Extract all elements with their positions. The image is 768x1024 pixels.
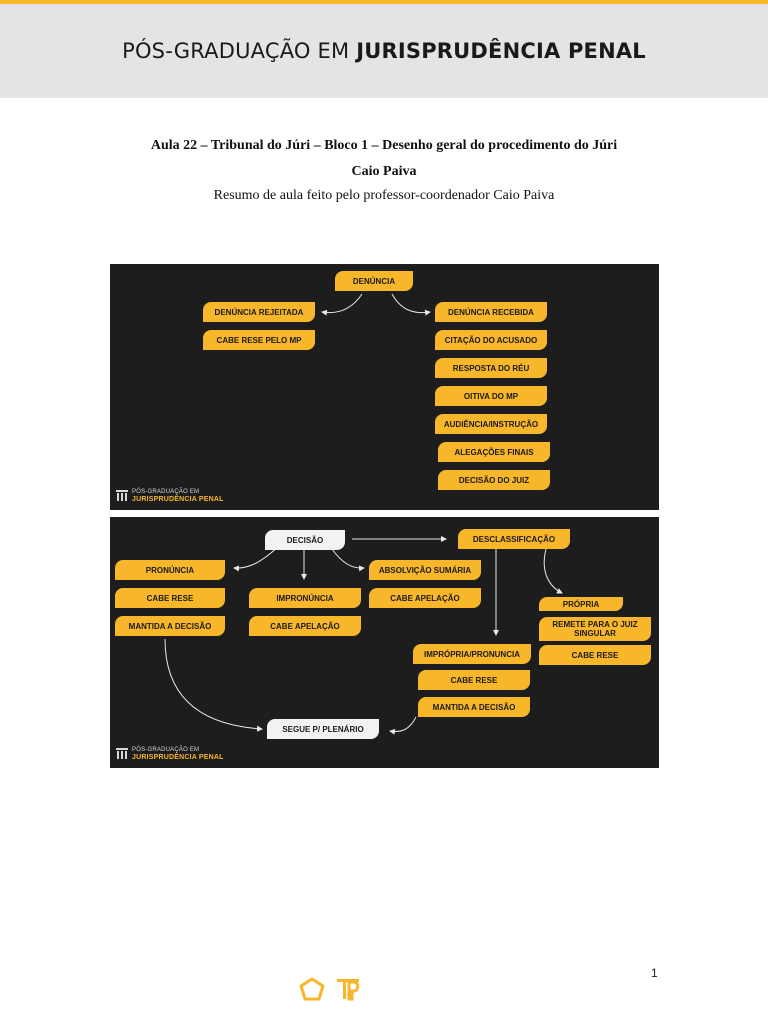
- node-impronuncia: IMPRONÚNCIA: [249, 588, 361, 608]
- node-desclassificacao: DESCLASSIFICAÇÃO: [458, 529, 570, 549]
- node-oitiva-mp: OITIVA DO MP: [435, 386, 547, 406]
- node-cabe-rese-1: CABE RESE: [115, 588, 225, 608]
- node-cabe-rese-mp: CABE RESE PELO MP: [203, 330, 315, 350]
- pentagon-logo-icon: [298, 976, 326, 1002]
- panel2-logo-line1: PÓS-GRADUAÇÃO EM: [132, 747, 200, 753]
- node-segue-plenario: SEGUE P/ PLENÁRIO: [267, 719, 379, 739]
- node-propria: PRÓPRIA: [539, 597, 623, 611]
- node-cabe-rese-3: CABE RESE: [539, 645, 651, 665]
- pillar-logo-icon: [116, 490, 128, 502]
- diagram-panel-denuncia: [110, 264, 659, 510]
- header-title-bold: JURISPRUDÊNCIA PENAL: [356, 39, 646, 63]
- panel1-logo-line2: JURISPRUDÊNCIA PENAL: [132, 496, 224, 503]
- node-denuncia-recebida: DENÚNCIA RECEBIDA: [435, 302, 547, 322]
- pillar-logo-icon: [116, 748, 128, 760]
- node-pronuncia: PRONÚNCIA: [115, 560, 225, 580]
- document-author: Caio Paiva: [351, 164, 417, 179]
- node-cabe-apelacao-1: CABE APELAÇÃO: [249, 616, 361, 636]
- panel2-logo-line2: JURISPRUDÊNCIA PENAL: [132, 754, 224, 761]
- header-title: [122, 39, 646, 63]
- node-absolvicao-sumaria: ABSOLVIÇÃO SUMÁRIA: [369, 560, 481, 580]
- node-citacao-acusado: CITAÇÃO DO ACUSADO: [435, 330, 547, 350]
- document-title: Aula 22 – Tribunal do Júri – Bloco 1 – Desenho geral do procedimento do Júri: [150, 138, 618, 153]
- node-decisao-juiz: DECISÃO DO JUIZ: [438, 470, 550, 490]
- jp-monogram-logo-icon: [334, 976, 362, 1002]
- document-subtitle: Resumo de aula feito pelo professor-coordenador Caio Paiva: [213, 188, 555, 203]
- node-mantida-decisao-2: MANTIDA A DECISÃO: [418, 697, 530, 717]
- page-header: [0, 4, 768, 98]
- panel2-logo: [116, 746, 224, 762]
- node-decisao: DECISÃO: [265, 530, 345, 550]
- header-title-regular: PÓS-GRADUAÇÃO EM: [122, 39, 350, 63]
- node-remete-juiz-singular: REMETE PARA O JUIZ SINGULAR: [539, 617, 651, 641]
- footer-logos: [298, 976, 362, 1002]
- page-number: 1: [651, 966, 658, 980]
- node-resposta-reu: RESPOSTA DO RÉU: [435, 358, 547, 378]
- panel1-logo: [116, 488, 224, 504]
- node-denuncia: DENÚNCIA: [335, 271, 413, 291]
- node-cabe-rese-2: CABE RESE: [418, 670, 530, 690]
- node-alegacoes-finais: ALEGAÇÕES FINAIS: [438, 442, 550, 462]
- diagram1-arrows: [110, 264, 659, 510]
- node-denuncia-rejeitada: DENÚNCIA REJEITADA: [203, 302, 315, 322]
- diagram2-arrows: [110, 517, 659, 768]
- node-audiencia-instrucao: AUDIÊNCIA/INSTRUÇÃO: [435, 414, 547, 434]
- node-mantida-decisao-1: MANTIDA A DECISÃO: [115, 616, 225, 636]
- diagram-panel-decisao: [110, 517, 659, 768]
- node-cabe-apelacao-2: CABE APELAÇÃO: [369, 588, 481, 608]
- node-impropria-pronuncia: IMPRÓPRIA/PRONUNCIA: [413, 644, 531, 664]
- panel1-logo-line1: PÓS-GRADUAÇÃO EM: [132, 489, 200, 495]
